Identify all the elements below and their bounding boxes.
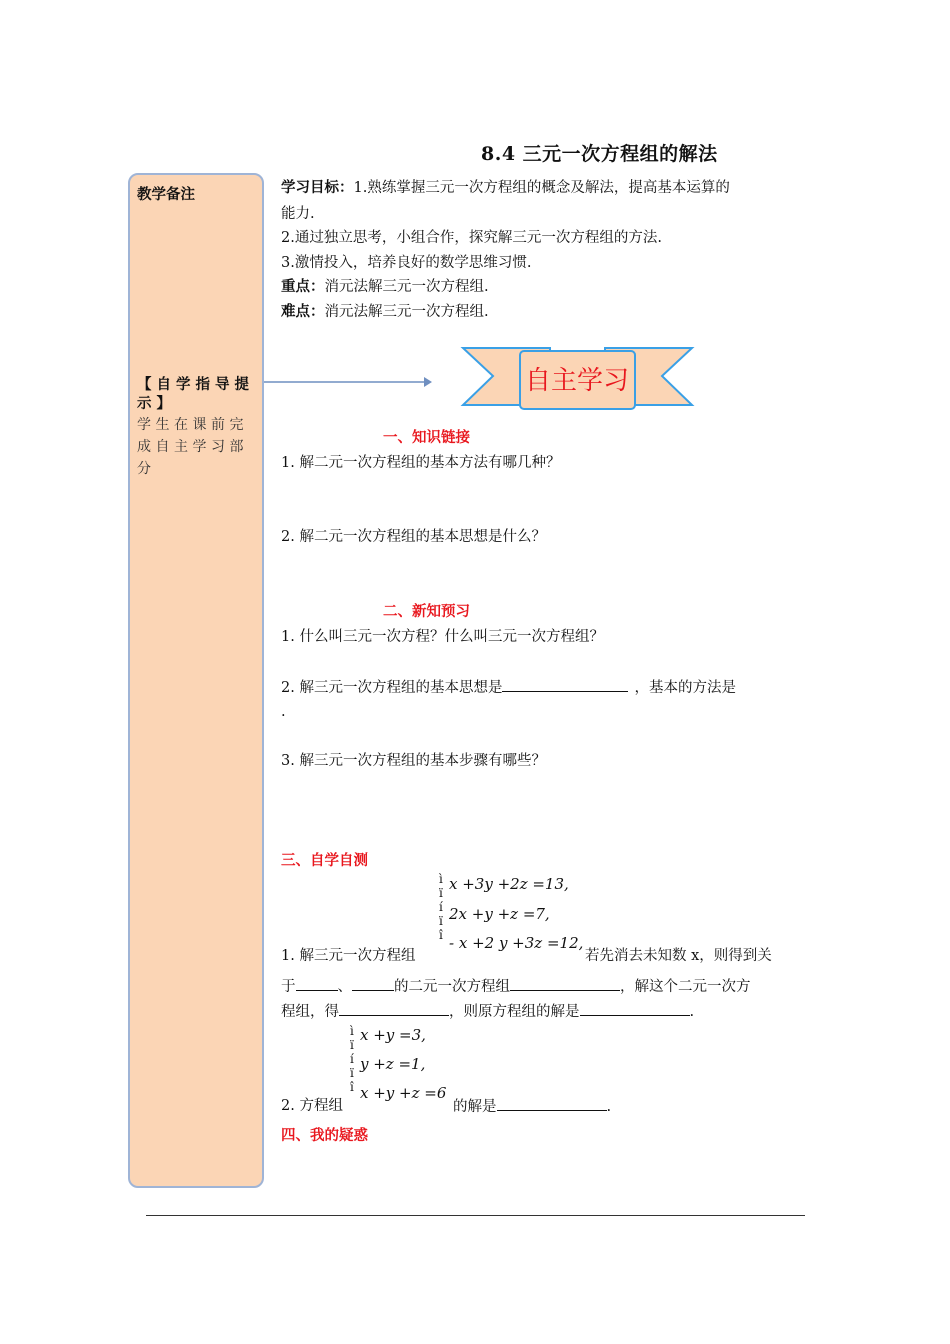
arrow-icon bbox=[264, 372, 434, 392]
system-brace: ì ï í ï î bbox=[350, 1024, 354, 1094]
goal-line-1: 学习目标：1.熟练掌握三元一次方程组的概念及解法，提高基本运算的 bbox=[281, 179, 730, 196]
section2-q2-end: . bbox=[281, 704, 286, 720]
equation: y +z =1, bbox=[360, 1055, 426, 1073]
section1-heading: 一、知识链接 bbox=[383, 429, 470, 446]
answer-blank[interactable] bbox=[339, 1001, 449, 1016]
equation: x +y =3, bbox=[360, 1026, 426, 1044]
answer-blank[interactable] bbox=[497, 1096, 607, 1111]
section2-q2: 2. 解三元一次方程组的基本思想是 ，基本的方法是 bbox=[281, 677, 736, 698]
goal-line-3: 3.激情投入，培养良好的数学思维习惯. bbox=[281, 255, 532, 271]
equation: x +3y +2z =13, bbox=[449, 875, 569, 893]
sidebar-hint-title: 【自学指导提示】 bbox=[137, 376, 254, 412]
answer-blank[interactable] bbox=[296, 976, 338, 991]
equation: x +y +z =6 bbox=[360, 1084, 447, 1102]
answer-blank[interactable] bbox=[510, 976, 620, 991]
answer-blank[interactable] bbox=[502, 677, 628, 692]
answer-blank[interactable] bbox=[352, 976, 394, 991]
problem1-line2: 于 、 的二元一次方程组 ，解这个二元一次方 bbox=[281, 976, 751, 997]
difficult-point: 难点：消元法解三元一次方程组. bbox=[281, 303, 489, 320]
teaching-notes-sidebar bbox=[128, 173, 264, 1188]
sidebar-hint-text: 学生在课前完成自主学习部分 bbox=[137, 417, 248, 477]
equation: 2x +y +z =7, bbox=[449, 905, 550, 923]
system-brace: ì ï í ï î bbox=[439, 872, 443, 942]
problem1-line1: 1. 解三元一次方程组 bbox=[281, 948, 416, 964]
problem2-tail: 的解是 . bbox=[453, 1096, 611, 1117]
problem1-line3: 程组，得 ，则原方程组的解是 . bbox=[281, 1001, 694, 1022]
answer-blank[interactable] bbox=[580, 1001, 690, 1016]
self-study-banner bbox=[455, 343, 700, 415]
section2-heading: 二、新知预习 bbox=[383, 603, 470, 620]
equation: - x +2 y +3z =12, bbox=[449, 934, 584, 952]
problem1-line1-tail: 若先消去未知数 x，则得到关 bbox=[585, 948, 772, 964]
section2-q1: 1. 什么叫三元一次方程？什么叫三元一次方程组？ bbox=[281, 629, 604, 645]
section1-q2: 2. 解二元一次方程组的基本思想是什么？ bbox=[281, 529, 546, 545]
section1-q1: 1. 解二元一次方程组的基本方法有哪几种？ bbox=[281, 455, 561, 471]
section2-q3: 3. 解三元一次方程组的基本步骤有哪些？ bbox=[281, 753, 546, 769]
sidebar-heading: 教学备注 bbox=[137, 186, 195, 203]
goal-line-2: 2.通过独立思考，小组合作，探究解三元一次方程组的方法. bbox=[281, 230, 662, 246]
problem2-line: 2. 方程组 bbox=[281, 1098, 343, 1114]
key-point: 重点：消元法解三元一次方程组. bbox=[281, 278, 489, 295]
page-title: 8.4 三元一次方程组的解法 bbox=[481, 143, 718, 165]
section3-heading: 三、自学自测 bbox=[281, 852, 368, 869]
goal-line-1b: 能力. bbox=[281, 206, 315, 222]
section4-heading: 四、我的疑惑 bbox=[281, 1127, 368, 1144]
banner-text: 自主学习 bbox=[524, 366, 630, 396]
footer-divider bbox=[146, 1215, 805, 1216]
